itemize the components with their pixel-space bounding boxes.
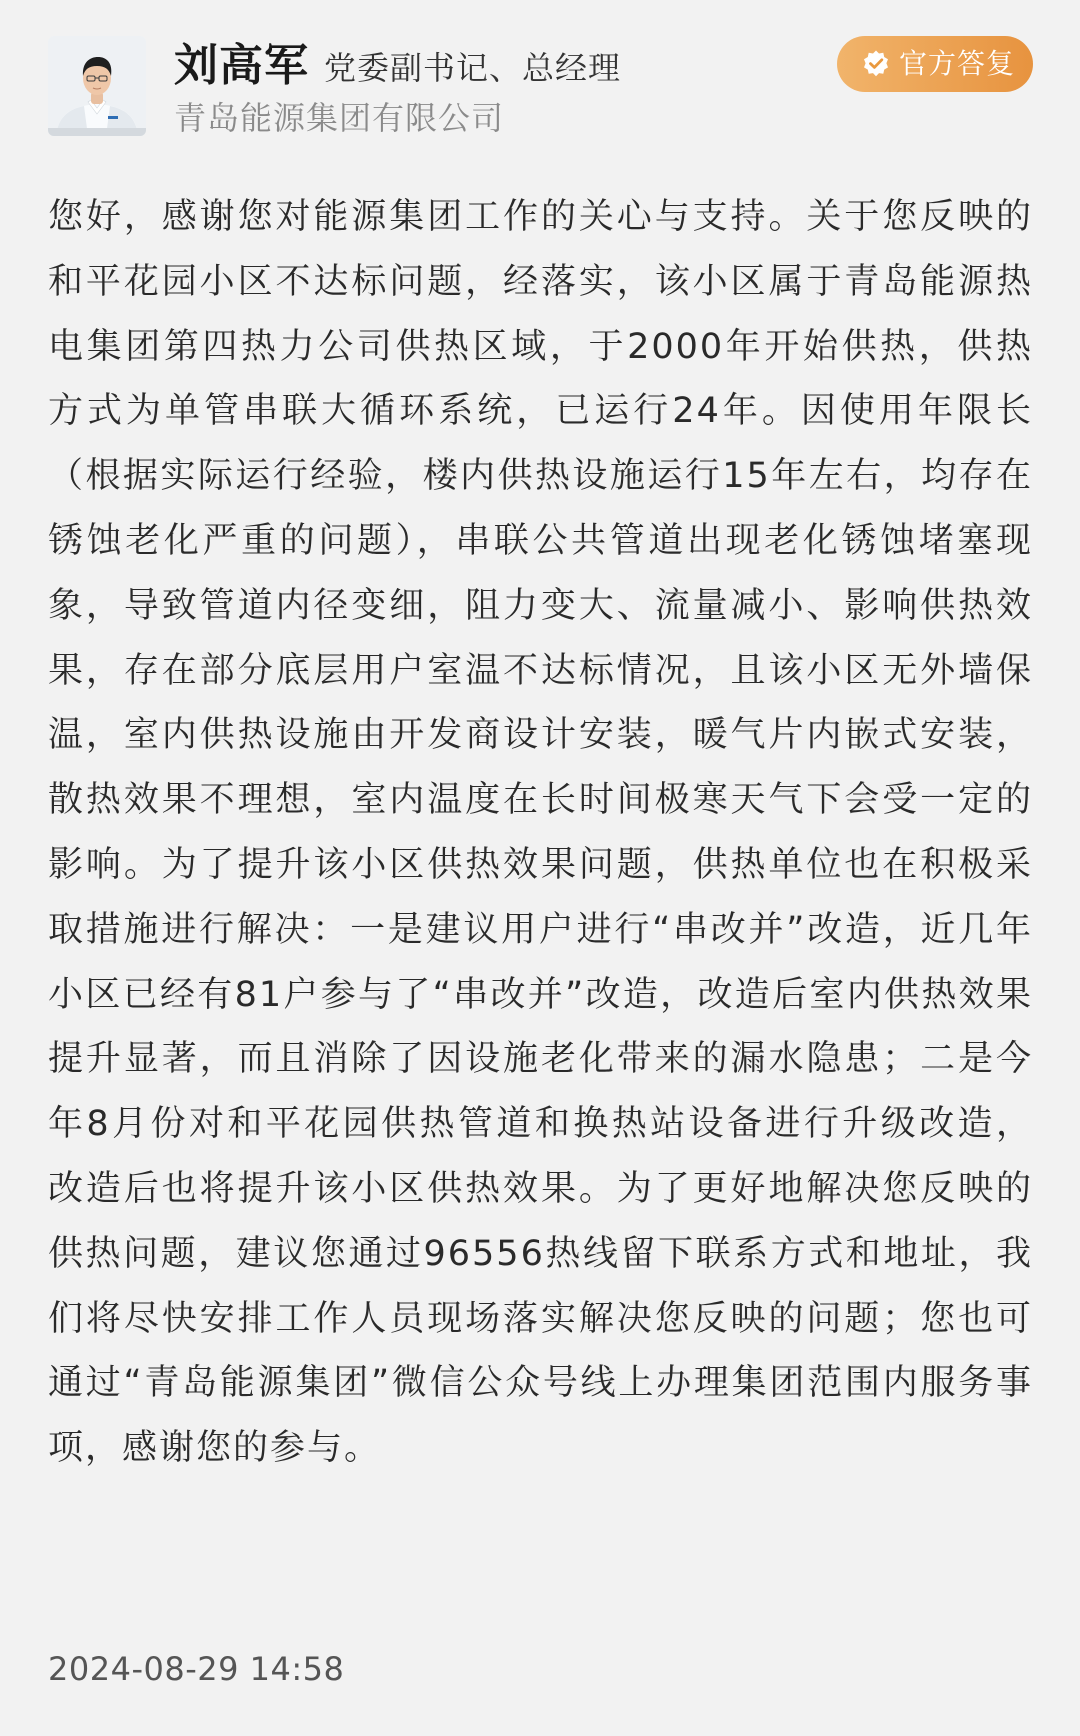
badge-label: 官方答复 [898,47,1015,80]
official-reply-badge [837,36,1033,92]
responder-organization: 青岛能源集团有限公司 [174,99,505,137]
avatar[interactable] [48,36,146,136]
responder-name: 刘高军 [174,40,309,91]
responder-header [48,36,1033,141]
person-portrait-icon [48,36,146,136]
responder-title: 党委副书记、总经理 [324,49,622,87]
verified-check-icon [861,49,891,79]
reply-body: 您好，感谢您对能源集团工作的关心与支持。关于您反映的和平花园小区不达标问题，经落实，该小区属于青岛能源热电集团第四热力公司供热区域，于2000年开始供热，供热方式为单管串联大循环系统，已运行24年。因使用年限长（根据实际运行经验，楼内供热设施运行15年左右，均存在锈蚀老化严重的问题），串联公共管道出现老化锈蚀堵塞现象，导致管道内径变细，阻力变大、流量减小、影响供热效果，存在部分底层用户室温不达标情况，且该小区无外墙保温，室内供热设施由开发商设计安装，暖气片内嵌式安装，散热效果不理想，室内温度在长时间极寒天气下会受一定的影响。为了提升该小区供热效果问题，供热单位也在积极采取措施进行解决：一是建议用户进行“串改并”改造，近几年小区已经有81户参与了“串改并”改造，改造后室内供热效果提升显著，而且消除了因设施老化带来的漏水隐患；二是今年8月份对和平花园供热管道和换热站设备进行升级改造，改造后也将提升该小区供热效果。为了更好地解决您反映的供热问题，建议您通过96556热线留下联系方式和地址，我们将尽快安排工作人员现场落实解决您反映的问题；您也可通过“青岛能源集团”微信公众号线上办理集团范围内服务事项，感谢您的参与。 [48,197,1033,1469]
reply-timestamp: 2024-08-29 14:58 [48,1650,345,1688]
